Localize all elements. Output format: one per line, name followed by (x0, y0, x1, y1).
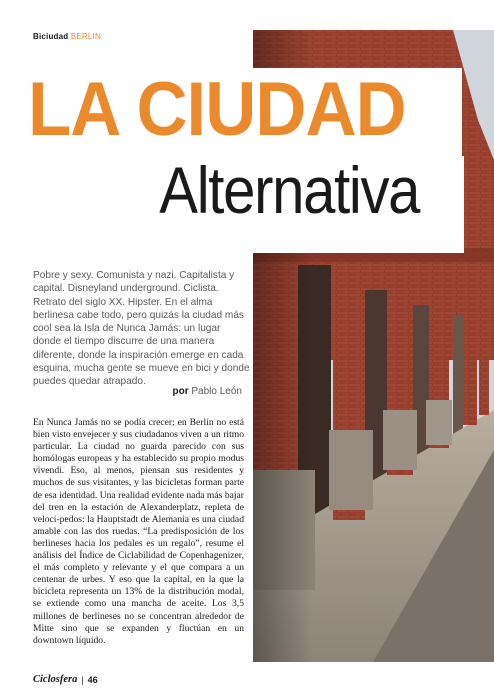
title-line-2: Alternativa (154, 155, 426, 227)
byline-author: Pablo León (191, 386, 242, 397)
page-number: 46 (87, 674, 98, 685)
magazine-brand: Ciclosfera (33, 674, 78, 685)
title-line-1: LA CIUDAD (28, 67, 406, 152)
byline (33, 386, 242, 397)
running-head (33, 32, 101, 41)
lead-paragraph: Pobre y sexy. Comunista y nazi. Capitalista y capital. Disneyland underground. Ciclista. Retrato del siglo XX. Hipster. En el alma berlinesa cabe todo, pero quizás la ciudad más cool sea la Isla de Nunca Jamás: un lugar donde el tiempo discurre de una manera diferente, donde la inspiración emerge en cada esquina, mucha gente se mueve en bici y donde puedes quedar atrapado. (33, 270, 250, 388)
footer-separator: | (81, 674, 84, 685)
page-footer (33, 674, 98, 685)
section-name: Biciudad (33, 32, 69, 41)
body-paragraph: En Nunca Jamás no se podía crecer; en Berlín no está bien visto envejecer y sus ciudadanos viven a un ritmo particular. La ciudad no guarda parecido con sus homólogas europeas y ha establecido su propio modus vivendi. Eso, al menos, piensan sus residentes y muchos de sus visitantes, y las bicicletas forman parte de esa identidad. Una realidad evidente nada más bajar del tren en la estación de Alexanderplatz, repleta de veloci-pedos: la Hauptstadt de Alemania es una ciudad amable con las dos ruedas. “La predisposición de los berlineses hacia los pedales es un regalo”, resume el análisis del Índice de Ciclabilidad de Copenhagenizer, el más completo y relevante y el que compara a un centenar de urbes. Y eso que la capital, en la que la bicicleta representa un 13% de la distribución modal, se extiende como una mancha de aceite. Los 3,5 millones de berlineses no se concentran alrededor de Mitte sino que se expanden y fluctúan en un downtown líquido. (33, 417, 244, 646)
byline-prefix: por (172, 386, 189, 397)
section-city: BERLIN (70, 32, 101, 41)
